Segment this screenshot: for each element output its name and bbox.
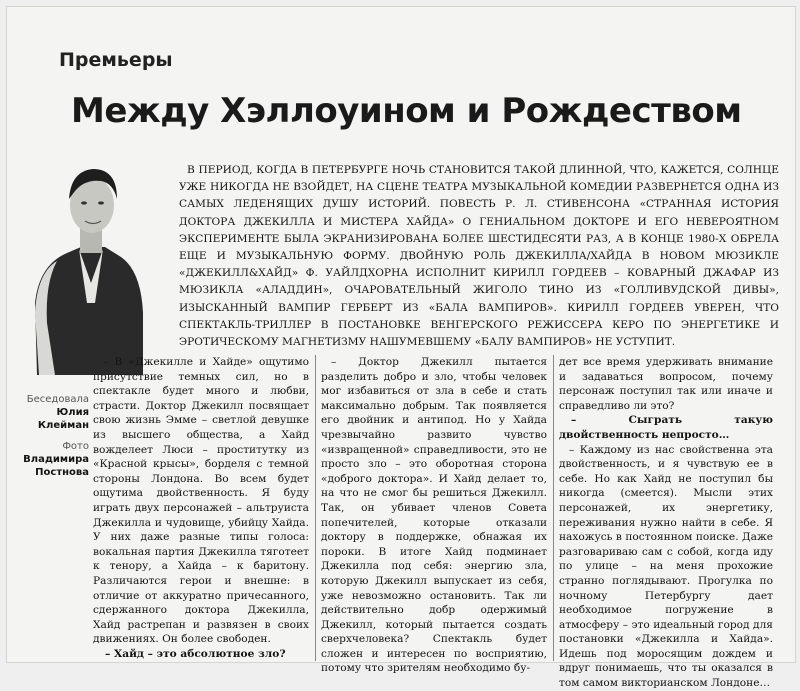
column-divider-1 xyxy=(315,355,316,661)
col1-paragraph-1: – В «Джекилле и Хайде» ощутимо присутствие темных сил, но в спектакле будет много и любви, страсти. Доктор Джекилл посвящает свою жизнь Эмме – светлой девушке из высшего общества, а Хайд вожделеет Люси – проститутку из «Красной крысы», борделя с темной стороны Лондона. Во всем будет ощутима двойственность. Я буду играть двух персонажей – альтруиста Джекилла и чудовище, убийцу Хайда. У них даже разные типы голоса: вокальная партия Джекилла тяготеет к тенору, а Хайда – к баритону. Различаются герои и внешне: в отличие от аккуратно причесанного, сдержанного доктора Джекилла, Хайд растрепан и развязен в своих движениях. Он более свободен. xyxy=(93,356,309,646)
column-3 xyxy=(559,355,773,691)
credits xyxy=(21,393,89,487)
magazine-page xyxy=(6,6,796,690)
article-headline: Между Хэллоуином и Рождеством xyxy=(71,91,742,131)
actor-portrait xyxy=(27,153,145,375)
col1-question-1: – Хайд – это абсолютное зло? xyxy=(105,647,286,660)
photo-role: Фото xyxy=(62,441,89,452)
col3-paragraph-2: – Каждому из нас свойственна эта двойственность, и я чувствую ее в себе. Но как Хайд не поступил бы никогда (смеется). Мысли этих персонажей, их энергетику, переживания нужно найти в себе. Я нахожусь в постоянном поиске. Даже разговариваю сам с собой, когда иду по улице – на меня прохожие странно поглядывают. Прогулка по ночному Петербургу дает необходимое погружение в атмосферу – это идеальный город для постановки «Джекилла и Хайда». Идешь под моросящим дождем и вдруг понимаешь, что ты оказался в том самом викторианском Лондоне… xyxy=(559,443,773,690)
column-1 xyxy=(93,355,309,661)
column-divider-2 xyxy=(553,355,554,661)
lead-paragraph: В ПЕРИОД, КОГДА В ПЕТЕРБУРГЕ НОЧЬ СТАНОВИТСЯ ТАКОЙ ДЛИННОЙ, ЧТО, КАЖЕТСЯ, СОЛНЦЕ УЖЕ НИКОГДА НЕ ВЗОЙДЕТ, НА СЦЕНЕ ТЕАТРА МУЗЫКАЛЬНОЙ КОМЕДИИ РАЗВЕРНЕТСЯ ОДНА ИЗ САМЫХ ЛЕДЕНЯЩИХ ДУШУ ИСТОРИЙ. ПОВЕСТЬ Р. Л. СТИВЕНСОНА «СТРАННАЯ ИСТОРИЯ ДОКТОРА ДЖЕКИЛЛА И МИСТЕРА ХАЙДА» О ГЕНИАЛЬНОМ ДОКТОРЕ И ЕГО НЕВЕРОЯТНОМ ЭКСПЕРИМЕНТЕ БЫЛА ЭКРАНИЗИРОВАНА БОЛЕЕ ШЕСТИДЕСЯТИ РАЗ, А В КОНЦЕ 1980-Х ОБРЕЛА ЕЩЕ И МУЗЫКАЛЬНУЮ ФОРМУ. ДВОЙНУЮ РОЛЬ ДЖЕКИЛЛА/ХАЙДА В НОВОМ МЮЗИКЛЕ «ДЖЕКИЛЛ&ХАЙД» Ф. УАЙЛДХОРНА ИСПОЛНИТ КИРИЛЛ ГОРДЕЕВ – КОВАРНЫЙ ДЖАФАР ИЗ МЮЗИКЛА «АЛАДДИН», ОЧАРОВАТЕЛЬНЫЙ ЖИГОЛО ТИНО ИЗ «ГОЛЛИВУДСКОЙ ДИВЫ», ИЗЫСКАННЫЙ ВАМПИР ГЕРБЕРТ ИЗ «БАЛА ВАМПИРОВ». КИРИЛЛ ГОРДЕЕВ УВЕРЕН, ЧТО СПЕКТАКЛЬ-ТРИЛЛЕР В ПОСТАНОВКЕ ВЕНГЕРСКОГО РЕЖИССЕРА КЕРО ПО ЭНЕРГЕТИКЕ И ЭРОТИЧЕСКОМУ МАГНЕТИЗМУ НАШУМЕВШЕМУ «БАЛУ ВАМПИРОВ» НЕ УСТУПИТ. xyxy=(179,164,779,349)
column-2 xyxy=(321,355,547,676)
col2-paragraph-1: – Доктор Джекилл пытается разделить добро и зло, чтобы человек мог избавиться от зла в себе и стать максимально добрым. Так появляется его двойник и антипод. Но у Хайда чрезвычайно развито чувство «извращенной» справедливости, это не просто зло – это оборотная сторона «доброго доктора». И Хайд делает то, на что не смог бы решиться Джекилл. Так, он убивает членов Совета попечителей, которые отказали доктору в поддержке, обнажая их пороки. В итоге Хайд подминает Джекилла под себя: энергию зла, которую Джекилл выпускает из себя, уже невозможно остановить. Так ли действительно добр одержимый Джекилл, который пытается создать сверхчеловека? Спектакль будет сложен и интересен по восприятию, потому что зрителям необходимо бу- xyxy=(321,356,547,675)
interviewer-name: Юлия Клейман xyxy=(37,407,89,431)
interviewer-role: Беседовала xyxy=(26,394,89,405)
col3-paragraph-1: дет все время удерживать внимание и задаваться вопросом, почему персонаж поступил так или иначе и справедливо ли это? xyxy=(559,356,773,412)
section-title: Премьеры xyxy=(59,49,173,71)
photographer-name: Владимира Постнова xyxy=(23,454,89,478)
col3-question-1: – Сыграть такую двойственность непросто… xyxy=(559,414,773,441)
